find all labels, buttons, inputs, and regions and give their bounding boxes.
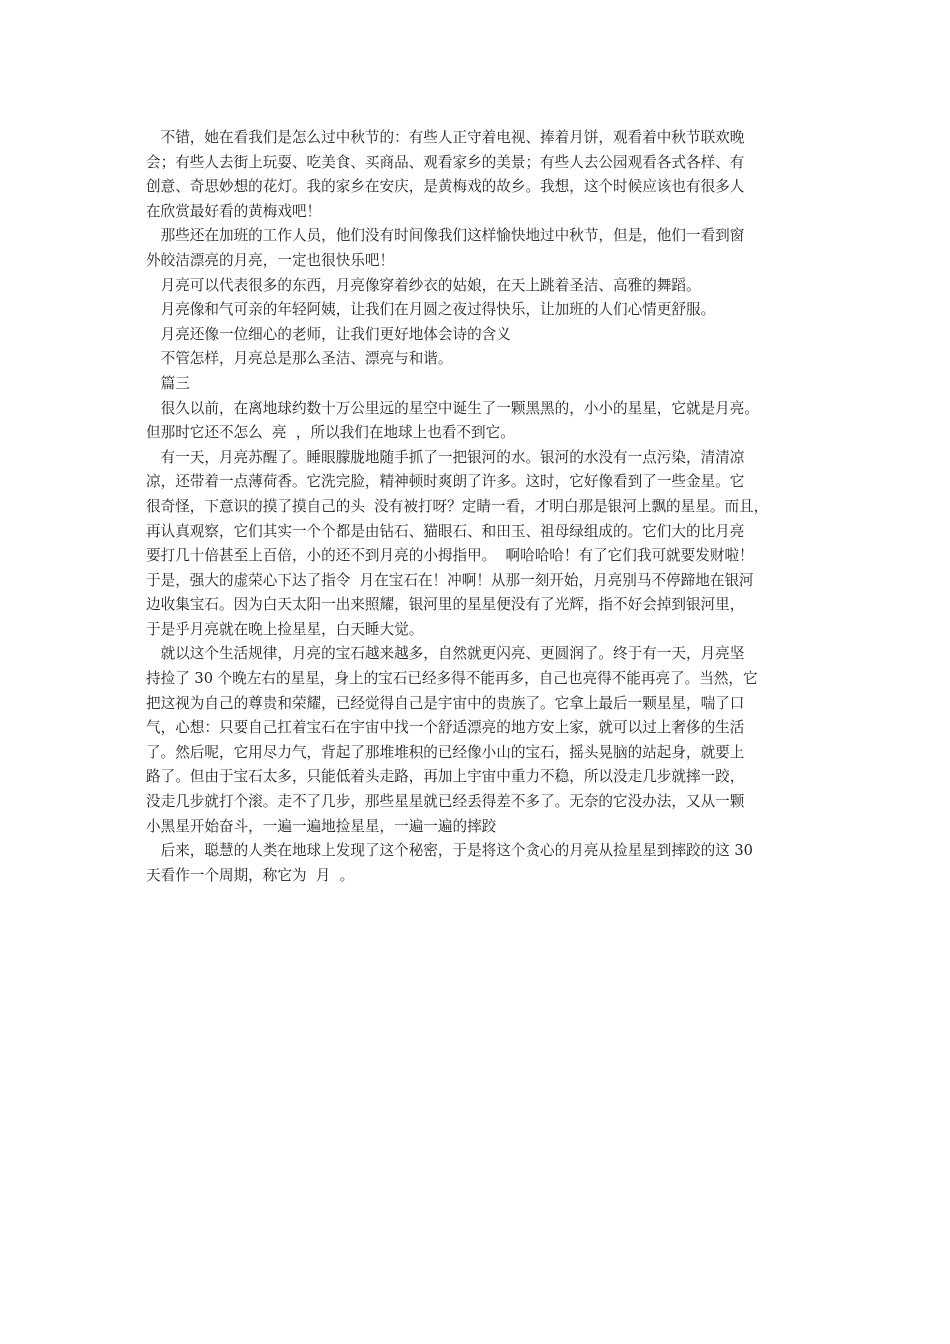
text-line: 有一天，月亮苏醒了。睡眼朦胧地随手抓了一把银河的水。银河的水没有一点污染，清清凉 [146,448,745,466]
text-line: 外皎洁漂亮的月亮，一定也很快乐吧！ [146,251,395,269]
text-line: 月亮可以代表很多的东西，月亮像穿着纱衣的姑娘，在天上跳着圣洁、高雅的舞蹈。 [146,276,701,294]
text-line: 了。然后呢，它用尽力气，背起了那堆堆积的已经像小山的宝石，摇头晃脑的站起身，就要上 [146,743,745,761]
text-line: 后来，聪慧的人类在地球上发现了这个秘密，于是将这个贪心的月亮从捡星星到摔跤的这 30 [146,842,753,860]
text-line: 月亮还像一位细心的老师，让我们更好地体会诗的含义 [146,325,511,343]
text-line: 把这视为自己的尊贵和荣耀，已经觉得自己是宇宙中的贵族了。它拿上最后一颗星星，喘了口 [146,694,745,712]
text-line: 于是乎月亮就在晚上捡星星，白天睡大觉。 [146,620,424,638]
text-line: 小黑星开始奋斗，一遍一遍地捡星星，一遍一遍的摔跤 [146,817,497,835]
text-line: 没走几步就打个滚。走不了几步，那些星星就已经丢得差不多了。无奈的它没办法，又从一颗 [146,793,745,811]
text-line: 持捡了 30 个晚左右的星星，身上的宝石已经多得不能再多，自己也亮得不能再亮了。当然，它 [146,670,758,688]
text-line: 会；有些人去街上玩耍、吃美食、买商品、观看家乡的美景；有些人去公园观看各式各样、有 [146,153,745,171]
text-line: 再认真观察，它们其实一个个都是由钻石、猫眼石、和田玉、祖母绿组成的。它们大的比月亮 [146,522,745,540]
text-line: 篇三 [146,374,190,392]
text-line: 不错，她在看我们是怎么过中秋节的：有些人正守着电视、捧着月饼，观看着中秋节联欢晚 [146,129,745,146]
text-line: 边收集宝石。因为白天太阳一出来照耀，银河里的星星便没有了光辉，指不好会掉到银河里， [146,596,745,614]
text-line: 在欣赏最好看的黄梅戏吧！ [146,202,322,220]
text-line: 很久以前，在离地球约数十万公里远的星空中诞生了一颗黑黑的，小小的星星，它就是月亮。 [146,399,759,417]
text-line: 气，心想：只要自己扛着宝石在宇宙中找一个舒适漂亮的地方安上家，就可以过上奢侈的生活 [146,719,745,737]
text-line: 于是，强大的虚荣心下达了指令 月在宝石在！冲啊！从那一刻开始，月亮别马不停蹄地在银河 [146,571,754,589]
text-line: 那些还在加班的工作人员，他们没有时间像我们这样愉快地过中秋节，但是，他们一看到窗 [146,227,745,245]
text-line: 很奇怪，下意识的摸了摸自己的头 没有被打呀？定睛一看，才明白那是银河上飘的星星。而且， [146,497,769,515]
text-line: 不管怎样，月亮总是那么圣洁、漂亮与和谐。 [146,350,453,368]
text-line: 但那时它还不怎么 亮 ，所以我们在地球上也看不到它。 [146,424,515,442]
text-line: 凉，还带着一点薄荷香。它洗完脸，精神顿时爽朗了许多。这时，它好像看到了一些金星。它 [146,473,745,491]
text-line: 天看作一个周期，称它为 月 。 [146,866,355,884]
text-line: 月亮像和气可亲的年轻阿姨，让我们在月圆之夜过得快乐，让加班的人们心情更舒服。 [146,301,716,319]
text-line: 就以这个生活规律，月亮的宝石越来越多，自然就更闪亮、更圆润了。终于有一天，月亮坚 [146,645,745,663]
text-line: 要打几十倍甚至上百倍，小的还不到月亮的小拇指甲。 啊哈哈哈！有了它们我可就要发财啦！ [146,547,754,565]
text-line: 路了。但由于宝石太多，只能低着头走路，再加上宇宙中重力不稳，所以没走几步就摔一跤， [146,768,745,786]
text-line: 创意、奇思妙想的花灯。我的家乡在安庆，是黄梅戏的故乡。我想，这个时候应该也有很多人 [146,178,745,196]
document-body [146,126,826,888]
